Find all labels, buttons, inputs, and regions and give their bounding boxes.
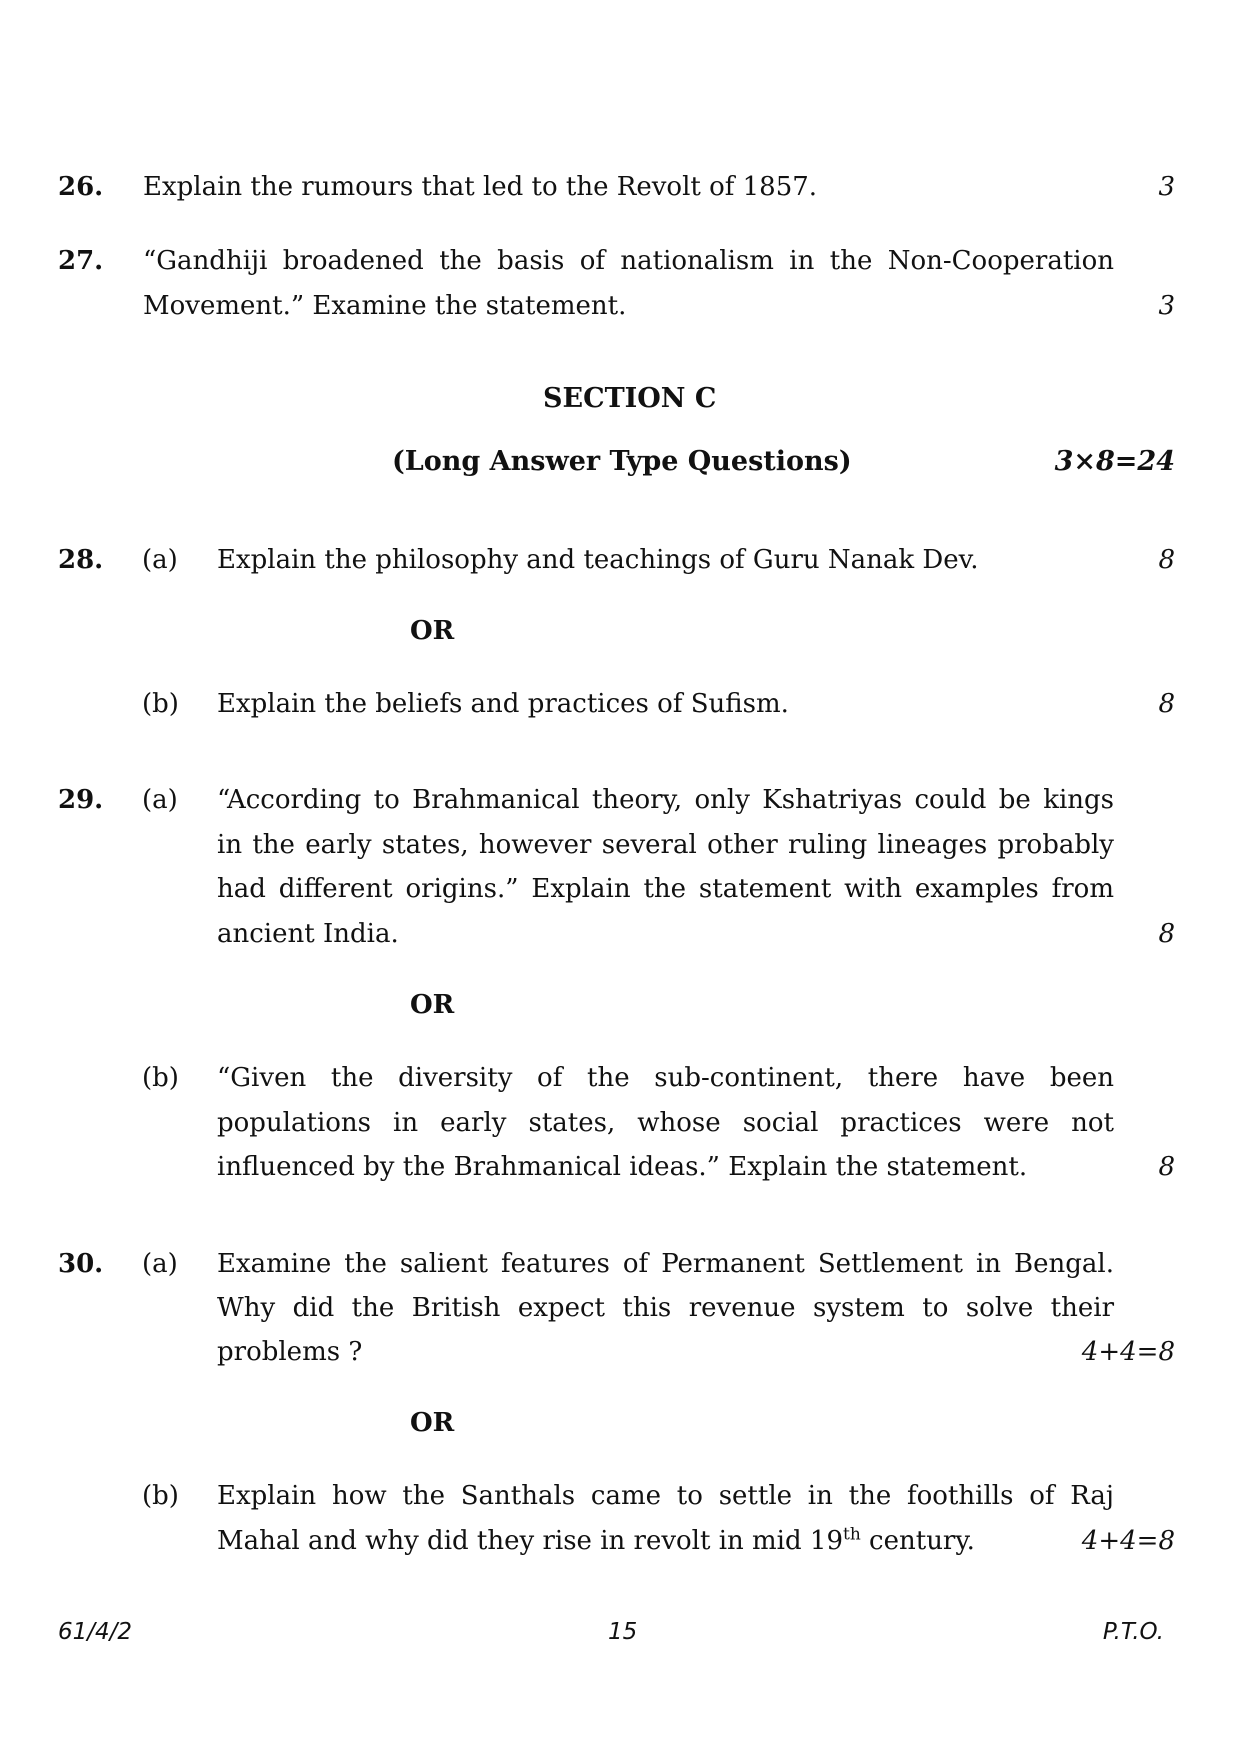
question-number-28: 28.	[58, 545, 104, 575]
question-30-a-line-3: problems ?	[217, 1337, 363, 1367]
question-30-b-line-2	[217, 1526, 975, 1556]
question-28-b-marks: 8	[1158, 689, 1175, 719]
question-number-30: 30.	[58, 1249, 104, 1279]
ordinal-suffix: th	[843, 1524, 861, 1545]
question-30-a-line-2: Why did the British expect this revenue system to solve their	[217, 1293, 1114, 1323]
question-29-a-marks: 8	[1158, 919, 1175, 949]
question-26-text: Explain the rumours that led to the Revolt of 1857.	[143, 172, 818, 202]
question-28-a-label: (a)	[142, 545, 178, 575]
question-number-29: 29.	[58, 785, 104, 815]
or-separator: OR	[410, 1408, 455, 1438]
question-28-a-marks: 8	[1158, 545, 1175, 575]
question-26-marks: 3	[1158, 172, 1175, 202]
page-number: 15	[608, 1619, 638, 1645]
question-29-a-line-3: had different origins.” Explain the statement with examples from	[217, 874, 1114, 904]
question-28-b-label: (b)	[142, 689, 179, 719]
question-29-b-line-2: populations in early states, whose social practices were not	[217, 1108, 1114, 1138]
question-27-line-2: Movement.” Examine the statement.	[143, 291, 627, 321]
question-30-b-label: (b)	[142, 1481, 179, 1511]
or-separator: OR	[410, 990, 455, 1020]
question-number-26: 26.	[58, 172, 104, 202]
question-29-b-marks: 8	[1158, 1152, 1175, 1182]
question-28-b-text: Explain the beliefs and practices of Sufism.	[217, 689, 789, 719]
section-subtitle: (Long Answer Type Questions)	[392, 446, 852, 477]
question-29-b-line-1: “Given the diversity of the sub-continent, there have been	[217, 1063, 1114, 1093]
question-29-b-line-3: influenced by the Brahmanical ideas.” Explain the statement.	[217, 1152, 1028, 1182]
paper-code: 61/4/2	[58, 1619, 133, 1645]
section-title: SECTION C	[543, 383, 717, 414]
question-30-a-marks: 4+4=8	[1081, 1337, 1175, 1367]
question-29-a-line-4: ancient India.	[217, 919, 399, 949]
question-28-a-text: Explain the philosophy and teachings of Guru Nanak Dev.	[217, 545, 979, 575]
question-27-marks: 3	[1158, 291, 1175, 321]
question-30-b-marks: 4+4=8	[1081, 1526, 1175, 1556]
question-27-line-1: “Gandhiji broadened the basis of nationalism in the Non-Cooperation	[143, 246, 1114, 276]
question-30-b-line-1: Explain how the Santhals came to settle in the foothills of Raj	[217, 1481, 1114, 1511]
please-turn-over: P.T.O.	[1102, 1619, 1164, 1645]
question-30-a-label: (a)	[142, 1249, 178, 1279]
question-30-b-line-2-text: Mahal and why did they rise in revolt in mid 19	[217, 1526, 843, 1556]
question-29-a-label: (a)	[142, 785, 178, 815]
question-30-a-line-1: Examine the salient features of Permanent Settlement in Bengal.	[217, 1249, 1114, 1279]
section-marks: 3×8=24	[1054, 446, 1175, 477]
question-30-b-line-2-end: century.	[860, 1526, 975, 1556]
question-29-a-line-2: in the early states, however several other ruling lineages probably	[217, 830, 1114, 860]
question-29-b-label: (b)	[142, 1063, 179, 1093]
question-29-a-line-1: “According to Brahmanical theory, only Kshatriyas could be kings	[217, 785, 1114, 815]
question-number-27: 27.	[58, 246, 104, 276]
or-separator: OR	[410, 616, 455, 646]
